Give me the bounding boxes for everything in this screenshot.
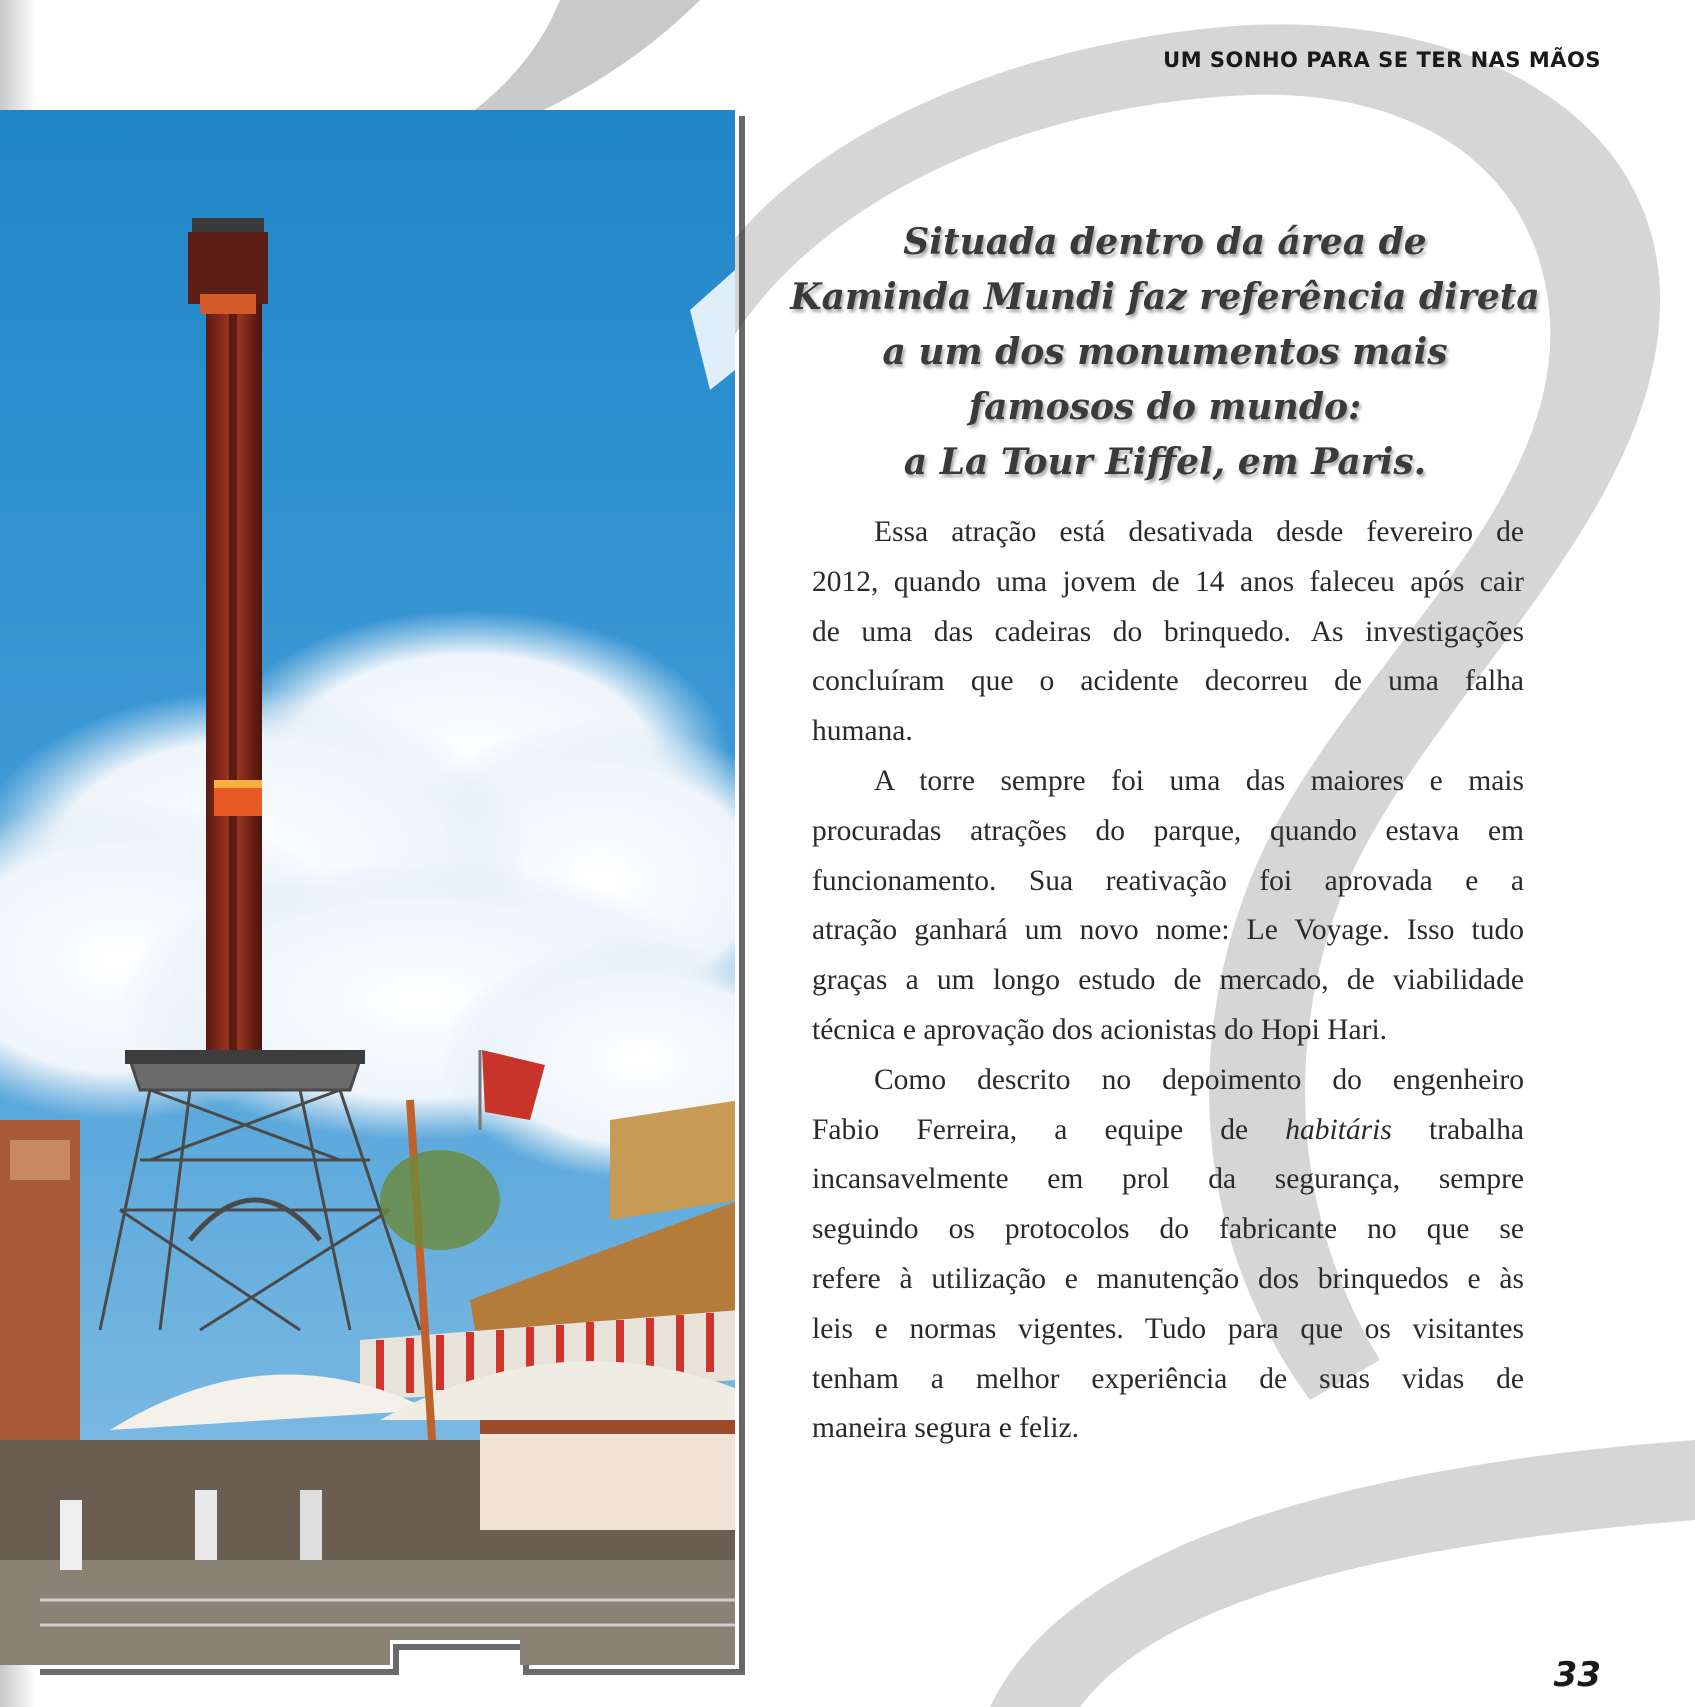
- intro-line: famosos do mundo:: [968, 386, 1362, 428]
- text-line: refere à utilização e manutenção dos brinquedos e às: [812, 1262, 1524, 1295]
- text-line: seguindo os protocolos do fabricante no que se: [812, 1213, 1524, 1246]
- page-number: 33: [1553, 1655, 1601, 1695]
- paragraph: [812, 508, 1524, 757]
- text-line: A torre sempre foi uma das maiores e mais: [874, 764, 1524, 797]
- intro-line: a um dos monumentos mais: [882, 331, 1448, 373]
- text-line: Essa atração está desativada desde fevereiro de: [874, 516, 1524, 548]
- text-line: atração ganhará um novo nome: Le Voyage. Isso tudo: [812, 914, 1524, 947]
- intro-line: Situada dentro da área de: [903, 221, 1427, 263]
- text-line: procuradas atrações do parque, quando estava em: [812, 814, 1524, 847]
- italic-term: habitáris: [1285, 1113, 1392, 1146]
- intro-quote: [790, 215, 1540, 490]
- body-text: [812, 508, 1524, 1454]
- paragraph: [812, 757, 1524, 1056]
- text-line: concluíram que o acidente decorreu de uma falha: [812, 665, 1524, 698]
- text-line: técnica e aprovação dos acionistas do Hopi Hari.: [812, 1013, 1388, 1046]
- text-line: 2012, quando uma jovem de 14 anos faleceu após cair: [812, 565, 1524, 598]
- text-line: leis e normas vigentes. Tudo para que os visitantes: [812, 1312, 1524, 1345]
- intro-line: Kaminda Mundi faz referência direta: [790, 276, 1540, 318]
- text-line: graças a um longo estudo de mercado, de viabilidade: [812, 964, 1524, 997]
- text-line: funcionamento. Sua reativação foi aprovada e a: [812, 864, 1524, 897]
- intro-line: a La Tour Eiffel, em Paris.: [903, 441, 1427, 483]
- text-line: de uma das cadeiras do brinquedo. As investigações: [812, 615, 1524, 648]
- running-head: UM SONHO PARA SE TER NAS MÃOS: [1163, 48, 1601, 72]
- paragraph: [812, 1056, 1524, 1454]
- text-line: tenham a melhor experiência de suas vidas de: [812, 1362, 1524, 1395]
- text-line: maneira segura e feliz.: [812, 1412, 1079, 1445]
- tower-photograph: [0, 0, 760, 1707]
- text-line: Fabio Ferreira, a equipe de habitáris trabalha: [812, 1113, 1524, 1146]
- text-line: Como descrito no depoimento do engenheiro: [874, 1063, 1524, 1096]
- text-line: incansavelmente em prol da segurança, sempre: [812, 1163, 1524, 1196]
- text-line: humana.: [812, 715, 913, 748]
